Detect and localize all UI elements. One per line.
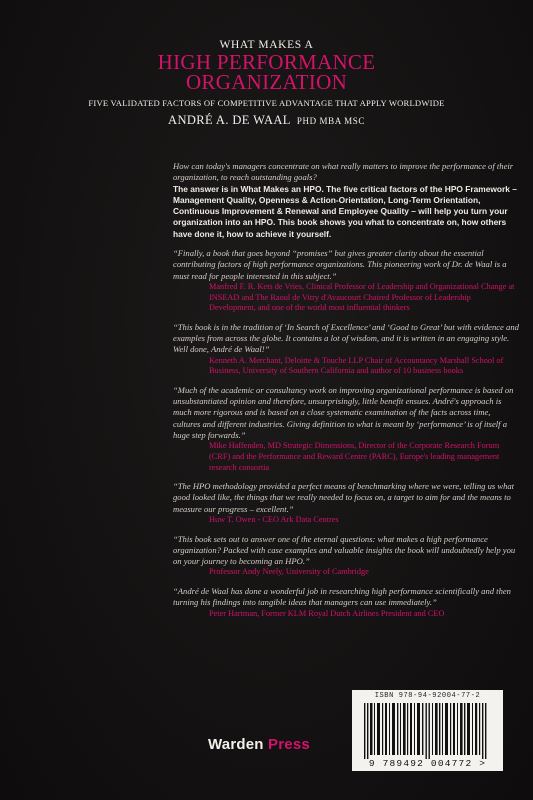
endorsement-attribution: Mike Haffenden, MD Strategic Dimensions, Director of the Corporate Research Forum (CRF) and the Performance and Reward Centre (PARC), Europe's leading management research consortia	[209, 441, 500, 472]
intro-text: How can today's managers concentrate on what really matters to improve the performance of their organization, to reach outstanding goals?	[173, 161, 514, 183]
endorsement-quote: “This book is in the tradition of ‘In Search of Excellence’ and ‘Good to Great’ but with evidence and examples from across the globe. It contains a lot of wisdom, and it is written in an engaging style. Well done, André de Waal!”	[173, 321, 519, 355]
endorsement-attribution: Manfred F. R. Kets de Vries, Clinical Professor of Leadership and Organizational Change at INSEAD and The Raoul de Vitry d'Avaucourt Chaired Professor of Leadership Development, and one of the world most influential thinkers	[209, 281, 515, 313]
lead-text: The answer is in What Makes an HPO. The five critical factors of the HPO Framework – Management Quality, Openness & Action-Orientation, Long-Term Orientation, Continuous Improvement & Renewal and Employee Quality – will help you turn your organization into an HPO. This book shows you what to concentrate on, how others have done it, how to achieve it yourself.	[173, 183, 517, 239]
isbn-label: ISBN 978-94-92004-77-2	[374, 692, 481, 700]
blurb-section	[173, 161, 519, 627]
author-degrees: PHD MBA MSC	[296, 116, 365, 126]
book-subtitle: FIVE VALIDATED FACTORS OF COMPETITIVE ADVANTAGE THAT APPLY WORLDWIDE	[88, 98, 445, 108]
barcode-number: 9 789492 004772 >	[368, 758, 487, 769]
book-title-line-2: ORGANIZATION	[185, 70, 348, 94]
endorsement-attribution: Peter Hartman, Former KLM Royal Dutch Airlines President and CEO	[209, 608, 445, 618]
publisher-name-part-2: Press	[268, 736, 310, 753]
author-name: ANDRÉ A. DE WAAL	[168, 113, 291, 127]
book-title-line-1: HIGH PERFORMANCE	[157, 50, 376, 74]
endorsement-quote: “The HPO methodology provided a perfect means of benchmarking where we were, telling us what good looked like, the things that we really needed to focus on, a target to aim for and the means to measure our progress – excellent.”	[173, 481, 515, 514]
author-line	[0, 113, 533, 128]
endorsement-quote: “André de Waal has done a wonderful job in researching high performance scientifically and then turning his findings into tangible ideas that managers can use immediately.”	[173, 586, 511, 608]
barcode-bars	[364, 703, 492, 759]
endorsement-attribution: Professor Andy Neely, University of Cambridge	[209, 567, 369, 577]
cover-header	[0, 38, 533, 128]
isbn-barcode	[352, 690, 503, 771]
endorsement-quote: “Much of the academic or consultancy work on improving organizational performance is based on unsubstantiated opinion and therefore, unsurprisingly, little benefit ensues. André's approach is much more rigorous and is based on a close systematic examination of the facts across time, cultures and different industries. Giving definition to what is meant by ‘performance’ is of itself a huge step forwards.”	[173, 384, 514, 441]
endorsement-attribution: Kenneth A. Merchant, Deloitte & Touche LLP Chair of Accountancy Marshall School of Business, University of Southern California and author of 10 business books	[209, 355, 504, 376]
endorsement-quote: “Finally, a book that goes beyond “promises” but gives greater clarity about the essential contributing factors of high performance organizations. This pioneering work of Dr. de Waal is a must read for people interested in this subject.”	[173, 248, 507, 281]
publisher-name-part-1: Warden	[208, 736, 264, 753]
pre-title: WHAT MAKES A	[219, 39, 314, 51]
endorsement-quote: “This book sets out to answer one of the eternal questions: what makes a high performance organization? Packed with case examples and valuable insights the book will undoubtedly help you on your journey to becoming an HPO.”	[173, 533, 516, 567]
publisher-logo	[208, 736, 310, 753]
endorsement-attribution: Huw T. Owen - CEO Ark Data Centres	[209, 514, 339, 524]
